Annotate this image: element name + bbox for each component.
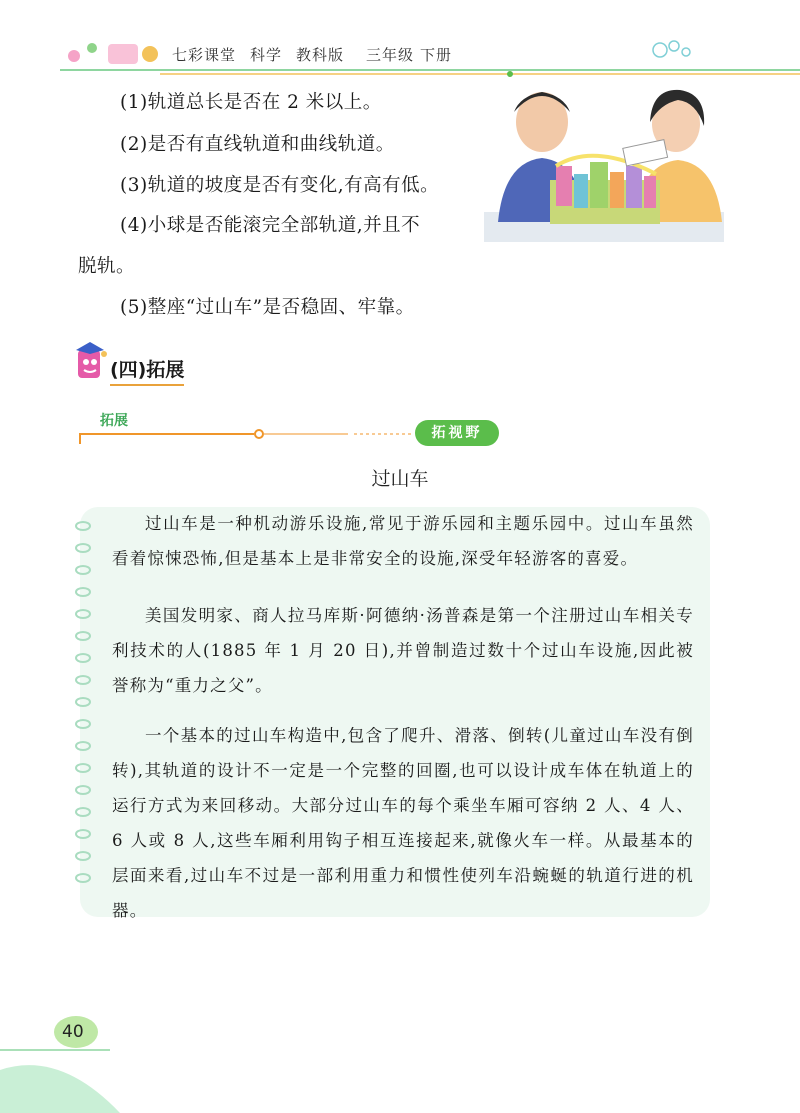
mascot-icon [74, 340, 108, 380]
article-paragraph-3: 一个基本的过山车构造中,包含了爬升、滑落、倒转(儿童过山车没有倒转),其轨道的设计不一定是一个完整的回圈,也可以设计成车体在轨道上的运行方式为来回移动。大部分过山车的每个乘坐车厢可容纳 2 人、4 人、6 人或 8 人,这些车厢利用钩子相互连接起来,就像火车一样。从最基本的层面来看,过山车不过是一部利用重力和惯性使列车沿蜿蜒的轨道行进的机器。 [112, 726, 694, 920]
header-subject: 科学 [250, 46, 283, 64]
extension-badge: 拓视野 [415, 420, 499, 446]
notebook-spiral-decoration [68, 518, 98, 898]
page-number: 40 [62, 1022, 84, 1042]
criterion-3: (3)轨道的坡度是否有变化,有高有低。 [120, 175, 440, 196]
article-paragraph-1: 过山车是一种机动游乐设施,常见于游乐园和主题乐园中。过山车虽然看着惊悚恐怖,但是基本上是非常安全的设施,深受年轻游客的喜爱。 [112, 514, 694, 568]
criterion-1: (1)轨道总长是否在 2 米以上。 [120, 92, 382, 113]
article-title: 过山车 [371, 468, 429, 490]
section-heading: (四)拓展 [110, 355, 184, 386]
header-series: 七彩课堂 [172, 46, 237, 64]
criterion-5: (5)整座“过山车”是否稳固、牢靠。 [120, 297, 415, 318]
header-grade: 三年级 [366, 46, 415, 64]
header-decoration [0, 0, 800, 80]
children-building-track-illustration [484, 82, 724, 242]
criterion-4-continued: 脱轨。 [78, 256, 136, 277]
criterion-2: (2)是否有直线轨道和曲线轨道。 [120, 134, 395, 155]
criterion-4: (4)小球是否能滚完全部轨道,并且不 [120, 215, 421, 236]
article-paragraph-2: 美国发明家、商人拉马库斯·阿德纳·汤普森是第一个注册过山车相关专利技术的人(1885 年 1 月 20 日),并曾制造过数十个过山车设施,因此被誉称为“重力之父”。 [112, 606, 694, 695]
footer-decoration [0, 1010, 200, 1113]
extension-label: 拓展 [100, 413, 128, 429]
header-volume: 下册 [420, 46, 453, 64]
header-publisher: 教科版 [296, 46, 345, 64]
